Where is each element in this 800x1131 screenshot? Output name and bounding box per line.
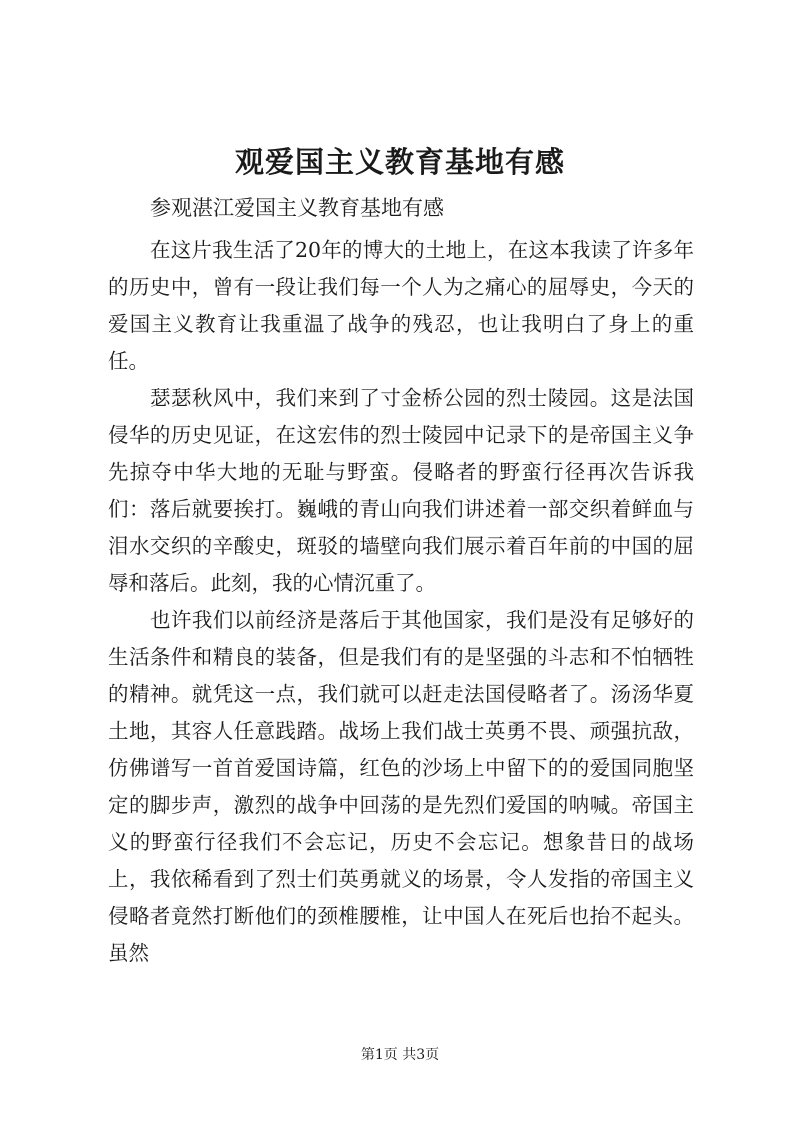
document-body <box>108 232 694 972</box>
document-title: 观爱国主义教育基地有感 <box>234 145 565 179</box>
paragraph-2: 瑟瑟秋风中，我们来到了寸金桥公园的烈士陵园。这是法国侵华的历史见证，在这宏伟的烈士陵园中记录下的是帝国主义争先掠夺中华大地的无耻与野蛮。侵略者的野蛮行径再次告诉我们：落后就要挨打。巍峨的青山向我们讲述着一部交织着鲜血与泪水交织的辛酸史，斑驳的墙壁向我们展示着百年前的中国的屈辱和落后。此刻，我的心情沉重了。 <box>108 386 694 595</box>
paragraph-1: 在这片我生活了20年的博大的土地上，在这本我读了许多年的历史中，曾有一段让我们每一个人为之痛心的屈辱史，今天的爱国主义教育让我重温了战争的残忍，也让我明白了身上的重任。 <box>108 238 694 373</box>
document-subtitle: 参观湛江爱国主义教育基地有感 <box>150 196 444 220</box>
paragraph-3: 也许我们以前经济是落后于其他国家，我们是没有足够好的生活条件和精良的装备，但是我们有的是坚强的斗志和不怕牺牲的精神。就凭这一点，我们就可以赶走法国侵略者了。汤汤华夏土地，其容人任意践踏。战场上我们战士英勇不畏、顽强抗敌，仿佛谱写一首首爱国诗篇，红色的沙场上中留下的的爱国同胞坚定的脚步声，激烈的战争中回荡的是先烈们爱国的呐喊。帝国主义的野蛮行径我们不会忘记，历史不会忘记。想象昔日的战场上，我依稀看到了烈士们英勇就义的场景，令人发指的帝国主义侵略者竟然打断他们的颈椎腰椎，让中国人在死后也抬不起头。虽然 <box>108 608 694 965</box>
page-number-footer: 第1页 共3页 <box>360 1047 440 1063</box>
